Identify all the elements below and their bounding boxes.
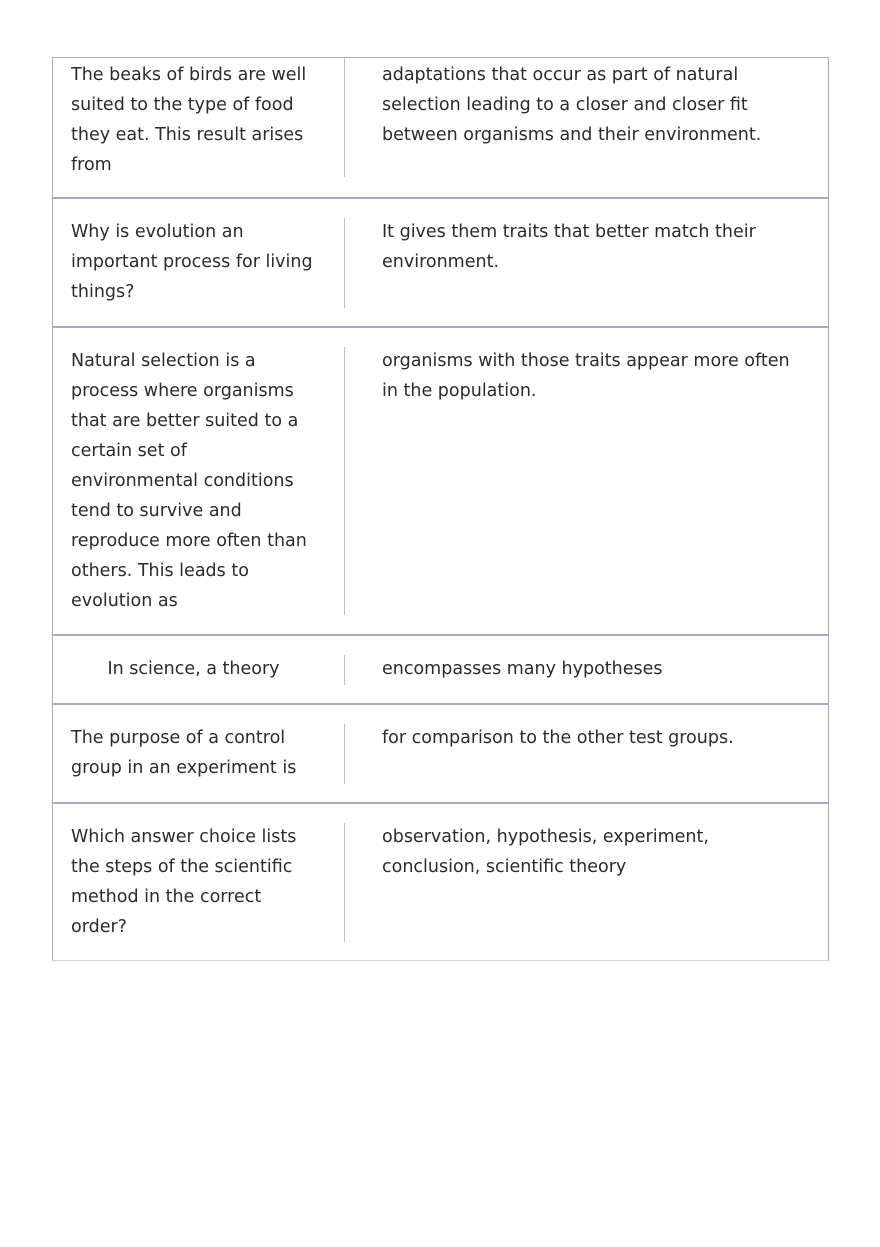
card-divider xyxy=(344,58,345,177)
card-divider xyxy=(344,823,345,942)
card-term: Natural selection is a process where organisms that are better suited to a certain set of environmental conditions tend to survive and reproduce more often than others. This leads to evolution as xyxy=(71,351,307,611)
card-definition: It gives them traits that better match their environment. xyxy=(382,222,756,272)
card-term: Why is evolution an important process for living things? xyxy=(71,222,313,302)
flashcard-row xyxy=(53,328,828,635)
card-divider xyxy=(344,218,345,308)
flashcard-row xyxy=(53,58,828,197)
card-divider xyxy=(344,655,345,685)
flashcard-table xyxy=(52,57,829,961)
card-term: The beaks of birds are well suited to the type of food they eat. This result arises from xyxy=(71,65,307,175)
flashcard-row xyxy=(53,804,828,960)
card-definition: observation, hypothesis, experiment, conclusion, scientific theory xyxy=(382,827,709,877)
card-divider xyxy=(344,347,345,615)
flashcard-row xyxy=(53,636,828,704)
card-definition: for comparison to the other test groups. xyxy=(382,728,734,748)
flashcard-row xyxy=(53,705,828,803)
card-definition: organisms with those traits appear more often in the population. xyxy=(382,351,790,401)
card-term: In science, a theory xyxy=(107,659,280,679)
card-definition: encompasses many hypotheses xyxy=(382,659,663,679)
card-term: Which answer choice lists the steps of the scientific method in the correct order? xyxy=(71,827,297,937)
card-definition: adaptations that occur as part of natural selection leading to a closer and closer fit between organisms and their environment. xyxy=(382,65,762,145)
card-term: The purpose of a control group in an experiment is xyxy=(71,728,297,778)
card-divider xyxy=(344,724,345,784)
flashcard-row xyxy=(53,199,828,327)
